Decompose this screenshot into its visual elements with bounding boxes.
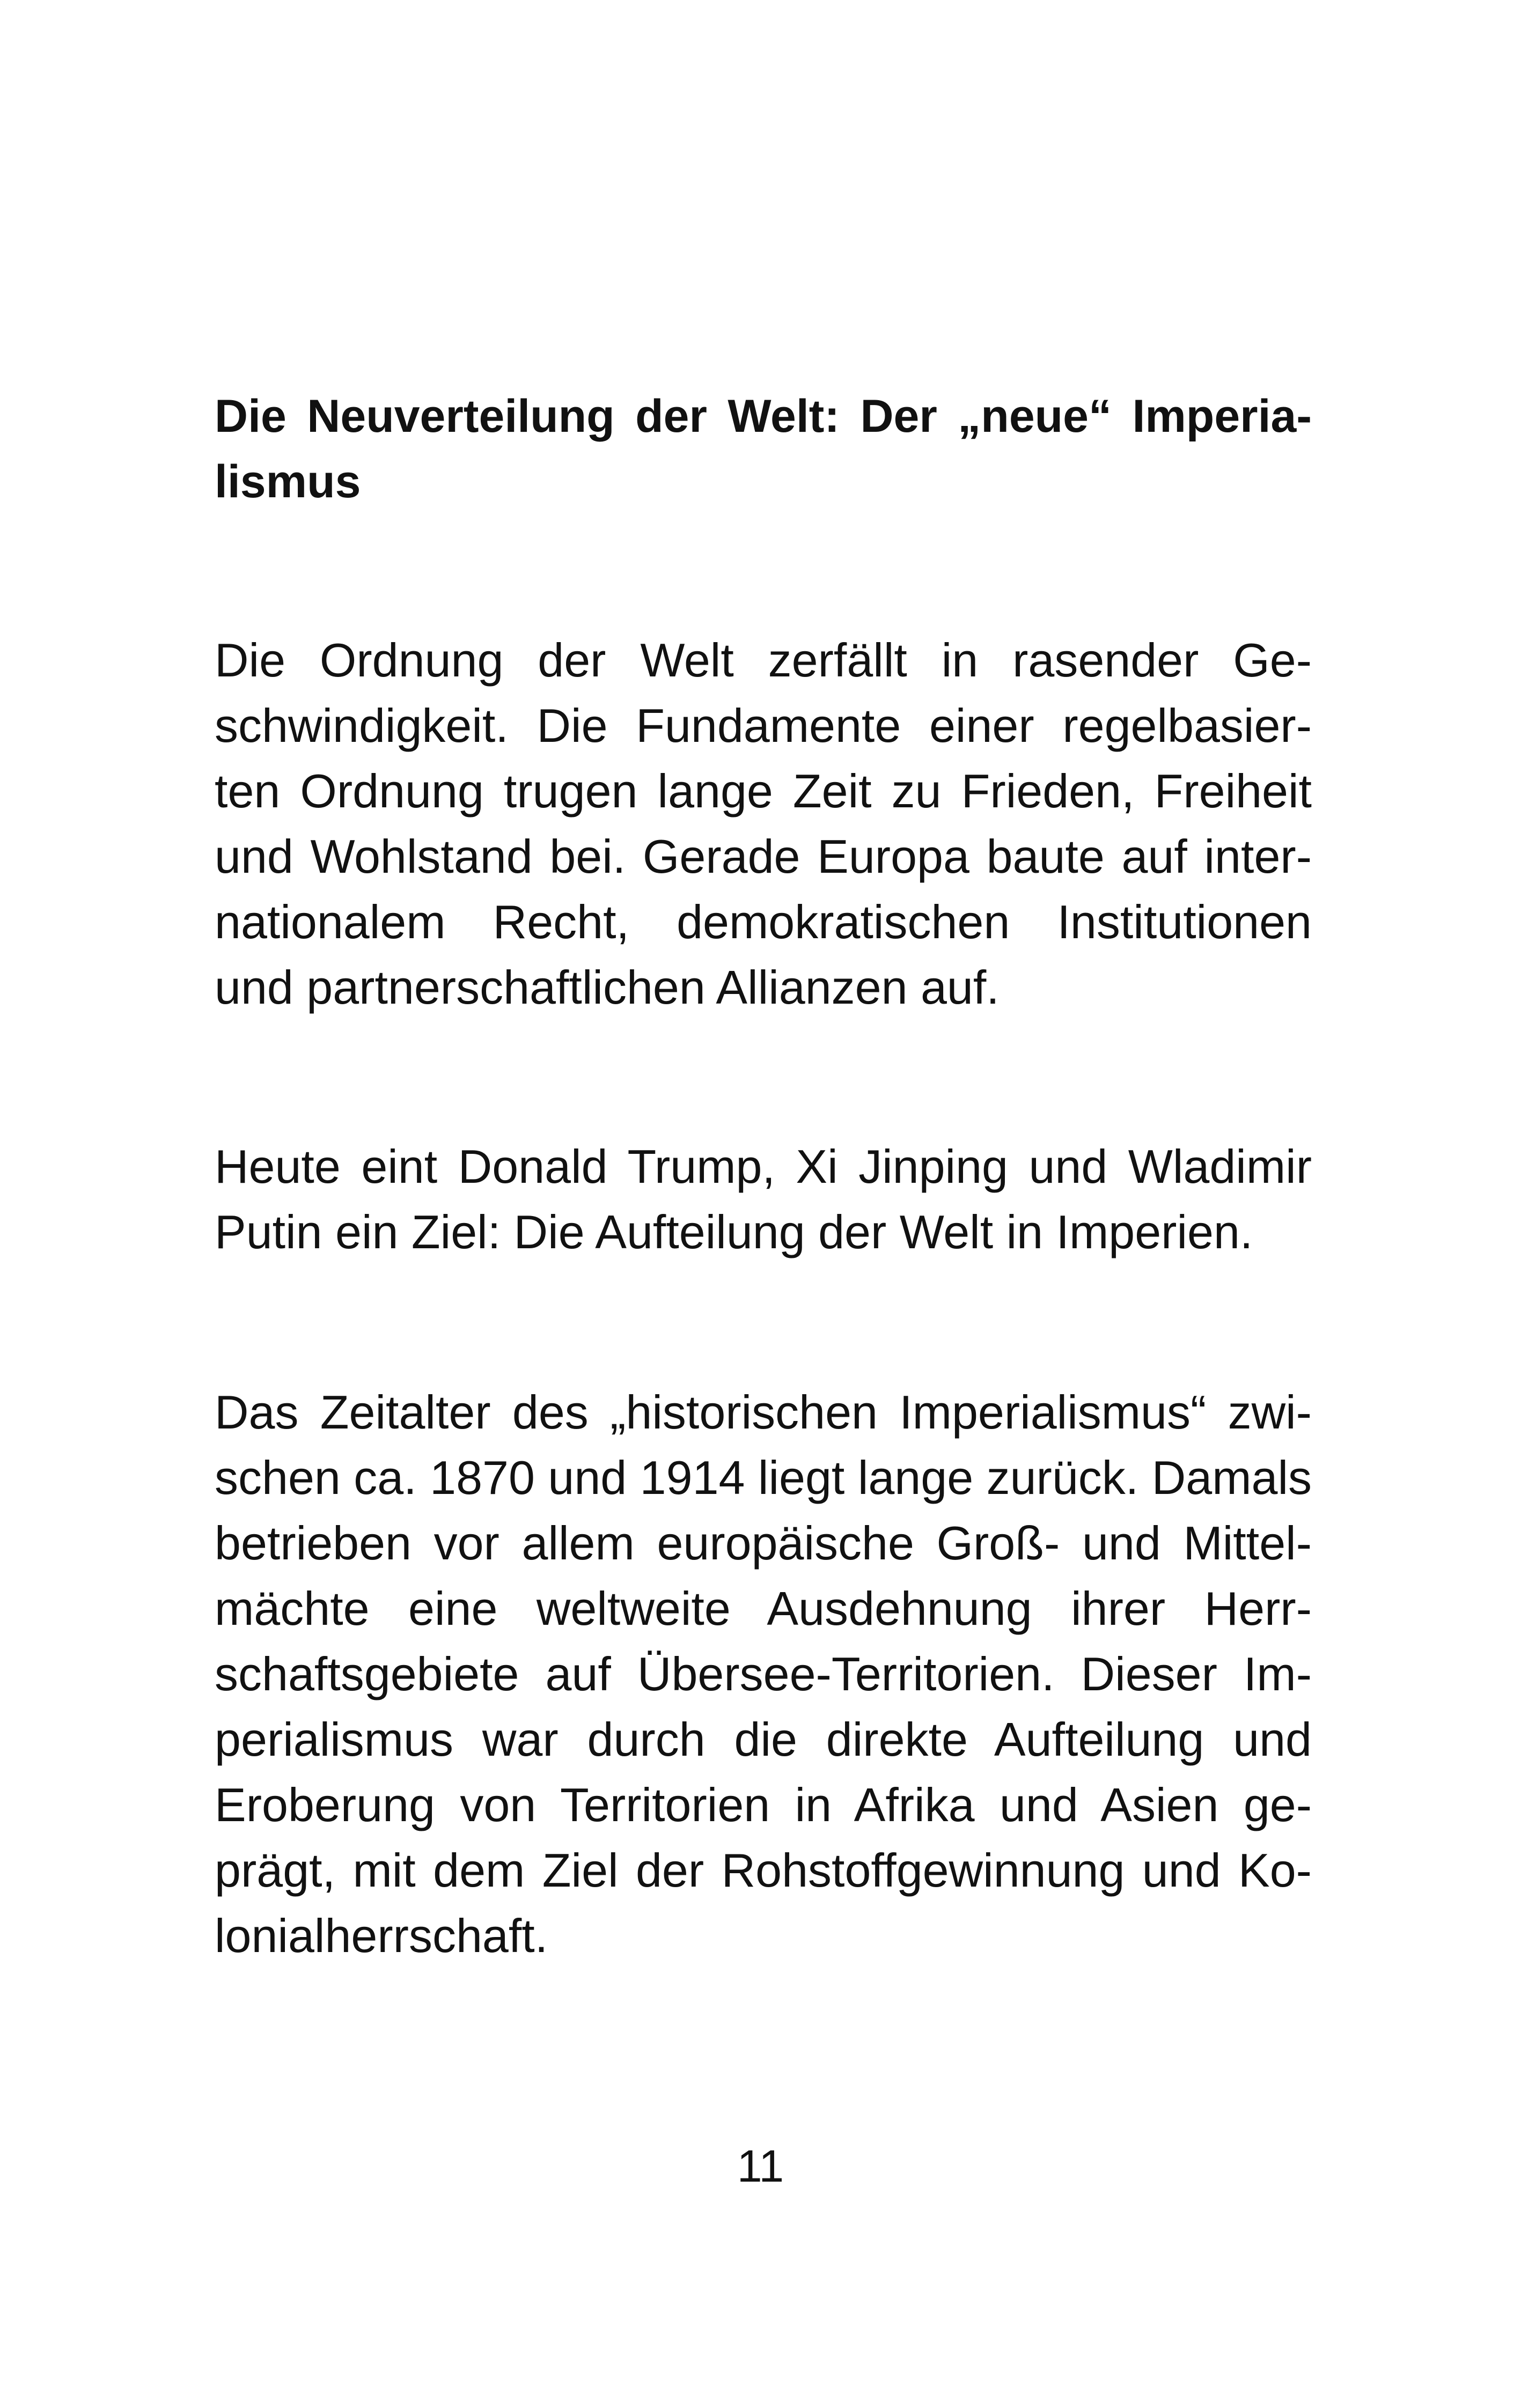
text-line: lonialherrschaft. xyxy=(215,1909,548,1962)
text-line: Eroberung von Territorien in Afrika und Asien ge- xyxy=(215,1778,1312,1831)
text-line: Putin ein Ziel: Die Aufteilung der Welt in Imperien. xyxy=(215,1205,1253,1258)
text-line: prägt, mit dem Ziel der Rohstoffgewinnung und Ko- xyxy=(215,1844,1312,1897)
text-line: schaftsgebiete auf Übersee-Territorien. Dieser Im- xyxy=(215,1647,1312,1700)
heading-line: lismus xyxy=(215,456,361,507)
heading-line: Die Neuverteilung der Welt: Der „neue“ Imperia- xyxy=(215,391,1312,442)
text-line: perialismus war durch die direkte Aufteilung und xyxy=(215,1713,1312,1766)
text-line: nationalem Recht, demokratischen Institutionen xyxy=(215,895,1312,948)
text-line: betrieben vor allem europäische Groß- und Mittel- xyxy=(215,1516,1312,1570)
text-line: schen ca. 1870 und 1914 liegt lange zurück. Damals xyxy=(215,1451,1312,1504)
text-line: und partnerschaftlichen Allianzen auf. xyxy=(215,961,1000,1014)
page-number: 11 xyxy=(737,2141,784,2191)
text-line: Heute eint Donald Trump, Xi Jinping und Wladimir xyxy=(215,1140,1312,1193)
text-line: mächte eine weltweite Ausdehnung ihrer Herr- xyxy=(215,1582,1312,1635)
text-line: und Wohlstand bei. Gerade Europa baute auf inter- xyxy=(215,830,1312,883)
text-line: Das Zeitalter des „historischen Imperialismus“ zwi- xyxy=(215,1386,1312,1439)
text-line: schwindigkeit. Die Fundamente einer regelbasier- xyxy=(215,699,1312,752)
text-line: Die Ordnung der Welt zerfällt in rasender Ge- xyxy=(215,634,1312,687)
text-line: ten Ordnung trugen lange Zeit zu Frieden, Freiheit xyxy=(215,764,1312,818)
